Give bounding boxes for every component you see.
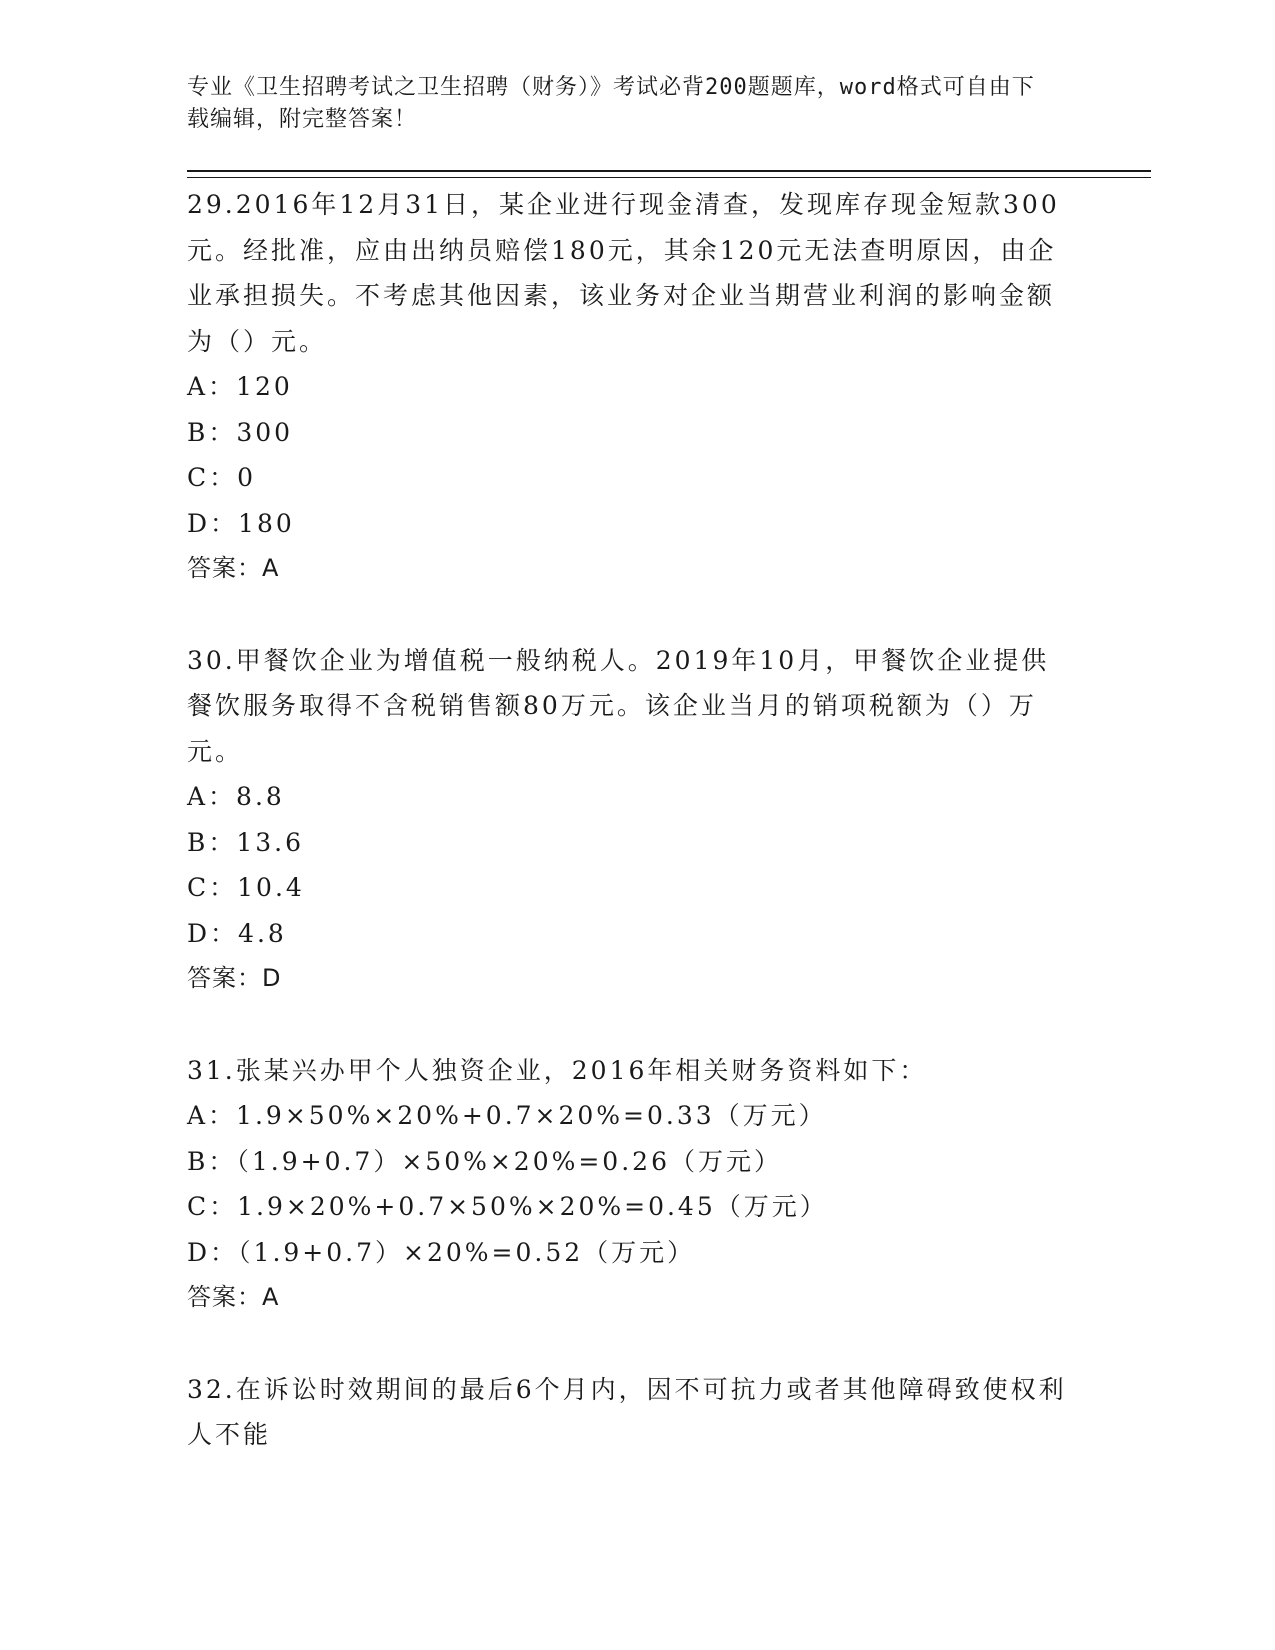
option-a: A：120 — [187, 372, 293, 401]
option-c: C：10.4 — [187, 873, 305, 902]
answer-line: 答案：D — [187, 964, 282, 992]
option-c: C：1.9×20%+0.7×50%×20%=0.45（万元） — [187, 1192, 828, 1221]
question-stem: 29.2016年12月31日，某企业进行现金清查，发现库存现金短款300元。经批准，应由出纳员赔偿180元，其余120元无法查明原因，由企业承担损失。不考虑其他因素，该业务对企业当期营业利润的影响金额为（）元。 — [187, 190, 1060, 356]
question-stem: 30.甲餐饮企业为增值税一般纳税人。2019年10月，甲餐饮企业提供餐饮服务取得不含税销售额80万元。该企业当月的销项税额为（）万元。 — [187, 645, 1050, 766]
question-32 — [187, 1367, 1067, 1458]
option-a: A：1.9×50%×20%+0.7×20%=0.33（万元） — [187, 1101, 827, 1130]
document-header: 专业《卫生招聘考试之卫生招聘（财务）》考试必背200题题库，word格式可自由下载编辑，附完整答案！ — [187, 75, 1035, 132]
option-d: D：（1.9+0.7）×20%=0.52（万元） — [187, 1237, 696, 1267]
answer-line: 答案：A — [187, 1283, 280, 1311]
option-d: D：180 — [187, 508, 295, 538]
question-31 — [187, 1048, 1067, 1321]
option-b: B：13.6 — [187, 827, 305, 857]
header-divider — [187, 170, 1151, 178]
question-stem: 31.张某兴办甲个人独资企业，2016年相关财务资料如下： — [187, 1055, 928, 1085]
option-d: D：4.8 — [187, 918, 287, 948]
question-stem: 32.在诉讼时效期间的最后6个月内，因不可抗力或者其他障碍致使权利人不能 — [187, 1374, 1067, 1449]
document-page — [187, 72, 1151, 1458]
option-a: A：8.8 — [187, 782, 285, 811]
question-29 — [187, 182, 1067, 592]
answer-line: 答案：A — [187, 554, 280, 582]
question-30 — [187, 638, 1067, 1002]
option-b: B：（1.9+0.7）×50%×20%=0.26（万元） — [187, 1146, 782, 1176]
option-b: B：300 — [187, 417, 294, 447]
option-c: C：0 — [187, 463, 257, 492]
